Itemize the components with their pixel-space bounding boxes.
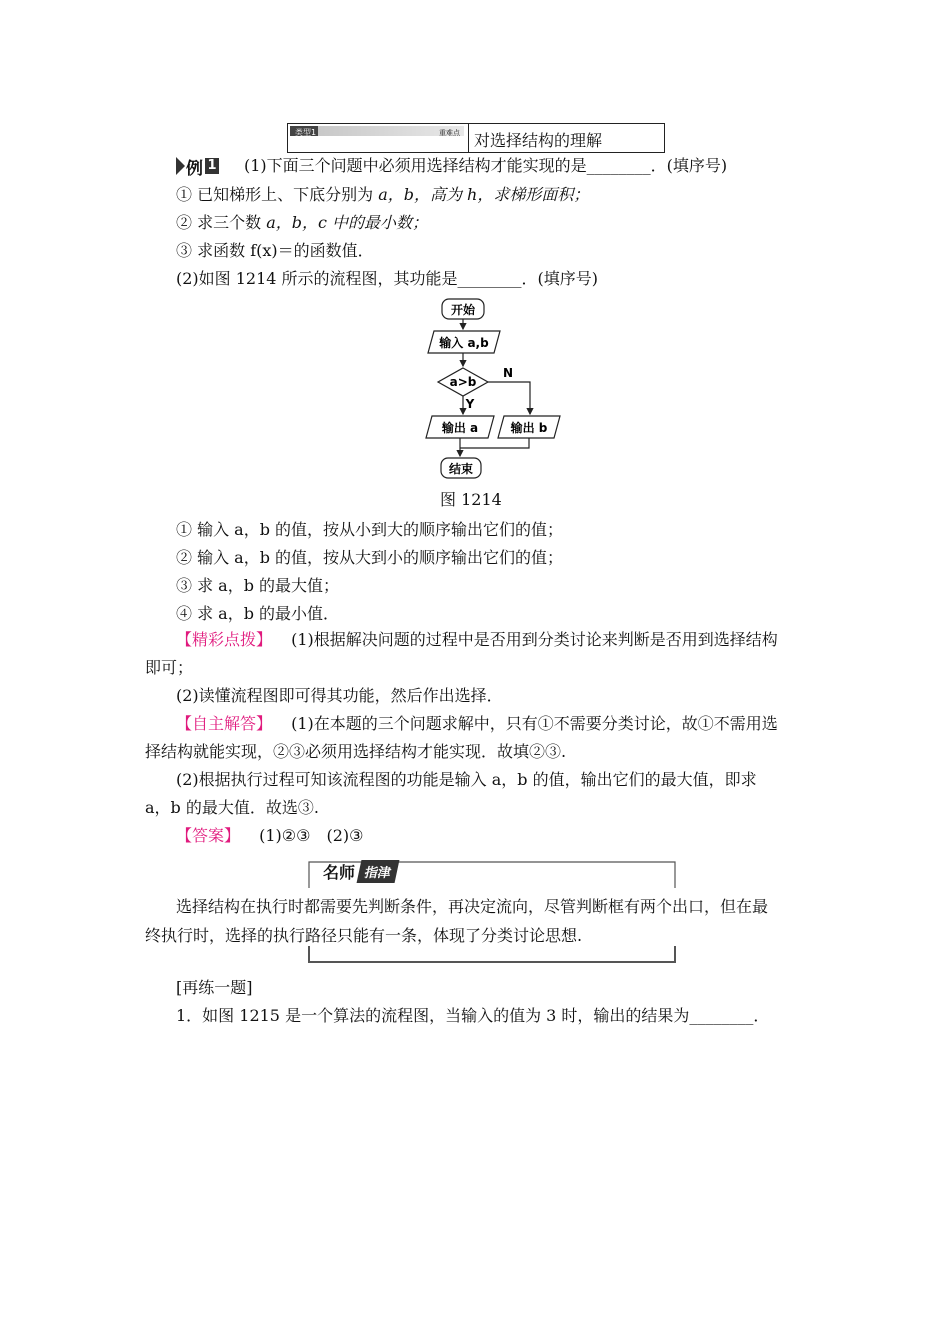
flowchart-no-label: N — [502, 366, 514, 380]
solution-text-1: (1)在本题的三个问题求解中，只有①不需要分类讨论，故①不需用选 — [291, 714, 778, 733]
teacher-note-tab-a: 名师 — [323, 862, 356, 882]
q1-item-3-text: ③ 求函数 — [176, 241, 246, 260]
analysis-text-1: (1)根据解决问题的过程中是否用到分类讨论来判断是否用到选择结构 — [291, 630, 778, 649]
answer-label: 【答案】 — [176, 826, 241, 845]
solution-line-4: a，b 的最大值．故选③. — [145, 798, 319, 817]
analysis-line-3: (2)读懂流程图即可得其功能，然后作出选择． — [176, 686, 503, 705]
flowchart-merge-line — [460, 438, 529, 448]
teacher-note-line-1: 选择结构在执行时都需要先判断条件，再决定流向，尽管判断框有两个出口，但在最 — [176, 897, 769, 916]
option-2: ② 输入 a，b 的值，按从大到小的顺序输出它们的值； — [176, 548, 564, 567]
difficulty-badge: 重难点 — [439, 129, 460, 137]
flowchart-input-label: 输入 a,b — [439, 336, 489, 350]
option-1: ① 输入 a，b 的值，按从小到大的顺序输出它们的值； — [176, 520, 564, 539]
q1-item-3 — [176, 241, 374, 261]
practice-question-1: 1．如图 1215 是一个算法的流程图，当输入的值为 3 时，输出的结果为________． — [176, 1006, 770, 1025]
q1-item-2-vars: a，b，c 中的最小数； — [266, 213, 429, 232]
section-title: 对选择结构的理解 — [474, 131, 603, 150]
answer-text: (1)②③ (2)③ — [259, 826, 364, 845]
flowchart-output-b-label: 输出 b — [510, 421, 548, 435]
section-header-left — [288, 124, 469, 152]
analysis-line-1 — [176, 630, 778, 650]
teacher-note-tab-b: 指津 — [357, 860, 400, 883]
q1-item-1-text: ① 已知梯形上、下底分别为 — [176, 185, 374, 204]
solution-line-1 — [176, 714, 778, 734]
flowchart-start-label: 开始 — [450, 303, 476, 317]
flowchart-yes-label: Y — [465, 397, 475, 411]
q1-item-3-func: f(x)＝的函数值． — [250, 241, 374, 260]
solution-line-3: (2)根据执行过程可知该流程图的功能是输入 a，b 的值，输出它们的最大值，即求 — [176, 770, 757, 789]
solution-label: 【自主解答】 — [176, 714, 273, 733]
analysis-line-2: 即可； — [145, 658, 194, 677]
flowchart-no-branch — [488, 382, 530, 414]
example-word: 例 — [186, 158, 203, 179]
solution-line-2: 择结构就能实现，②③必须用选择结构才能实现．故填②③. — [145, 742, 567, 761]
q1-item-1-vars: a，b，高为 h，求梯形面积； — [378, 185, 590, 204]
section-header-bar — [290, 126, 464, 136]
answer-line — [176, 826, 363, 846]
option-3: ③ 求 a，b 的最大值； — [176, 576, 340, 595]
q1-stem: (1)下面三个问题中必须用选择结构才能实现的是________．(填序号) — [244, 156, 728, 175]
section-header — [287, 123, 665, 153]
flowchart-output-a-label: 输出 a — [441, 421, 479, 435]
flowchart-end-label: 结束 — [448, 462, 474, 476]
q1-item-2 — [176, 213, 428, 233]
figure-caption: 图 1214 — [440, 490, 502, 509]
option-4: ④ 求 a，b 的最小值． — [176, 604, 340, 623]
triangle-icon — [176, 157, 185, 175]
flowchart-condition-label: a>b — [449, 375, 477, 389]
teacher-note-tab — [313, 858, 397, 884]
q2-stem: (2)如图 1214 所示的流程图，其功能是________．(填序号) — [176, 269, 599, 288]
q1-item-2-text: ② 求三个数 — [176, 213, 262, 232]
type-tag: 类型1 — [295, 128, 317, 137]
teacher-note-line-2: 终执行时，选择的执行路径只能有一条，体现了分类讨论思想. — [145, 926, 583, 945]
practice-heading: [再练一题] — [176, 978, 253, 997]
q1-item-1 — [176, 185, 589, 205]
flowchart — [420, 296, 580, 484]
analysis-label: 【精彩点拨】 — [176, 630, 273, 649]
example-marker — [176, 157, 219, 179]
example-number: 1 — [205, 158, 219, 174]
